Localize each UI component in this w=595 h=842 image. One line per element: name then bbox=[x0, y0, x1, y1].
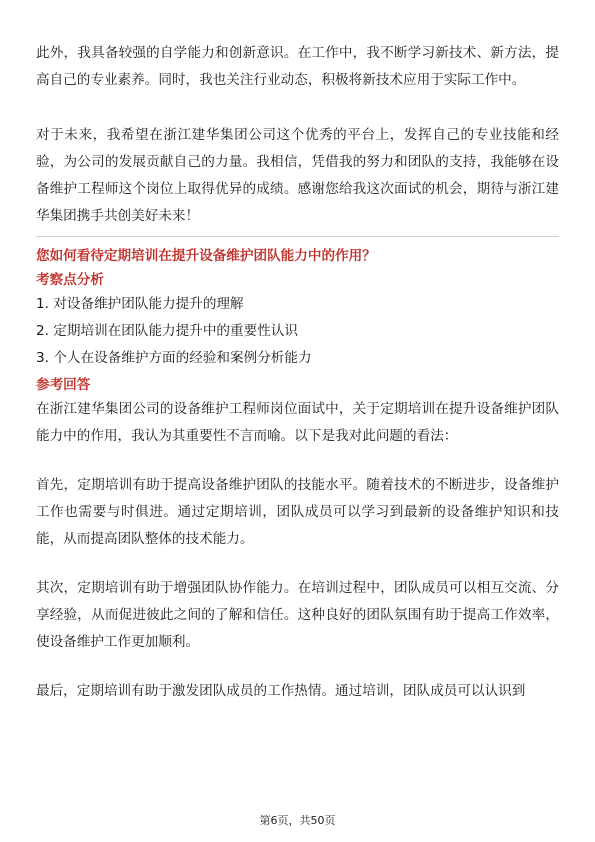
answer-paragraph-2: 首先，定期培训有助于提高设备维护团队的技能水平。随着技术的不断进步，设备维护工作也需要与时俱进。通过定期培训，团队成员可以学习到最新的设备维护知识和技能，从而提高团队整体的技术能力。 bbox=[36, 477, 559, 547]
analysis-item: 2. 定期培训在团队能力提升中的重要性认识 bbox=[36, 323, 298, 339]
intro-paragraph-1: 此外，我具备较强的自学能力和创新意识。在工作中，我不断学习新技术、新方法，提高自己的专业素养。同时，我也关注行业动态，积极将新技术应用于实际工作中。 bbox=[36, 45, 559, 88]
document-page bbox=[36, 40, 559, 705]
answer-title: 参考回答 bbox=[36, 377, 91, 393]
analysis-title: 考察点分析 bbox=[36, 272, 104, 288]
section-divider bbox=[36, 236, 559, 237]
analysis-list bbox=[36, 291, 559, 372]
intro-paragraph-2: 对于未来，我希望在浙江建华集团公司这个优秀的平台上，发挥自己的专业技能和经验，为公司的发展贡献自己的力量。我相信，凭借我的努力和团队的支持，我能够在设备维护工程师这个岗位上取得优异的成绩。感谢您给我这次面试的机会，期待与浙江建华集团携手共创美好未来！ bbox=[36, 127, 559, 224]
answer-paragraph-1: 在浙江建华集团公司的设备维护工程师岗位面试中，关于定期培训在提升设备维护团队能力中的作用，我认为其重要性不言而喻。以下是我对此问题的看法： bbox=[36, 401, 559, 444]
answer-paragraph-3: 其次，定期培训有助于增强团队协作能力。在培训过程中，团队成员可以相互交流、分享经验，从而促进彼此之间的了解和信任。这种良好的团队氛围有助于提高工作效率，使设备维护工作更加顺利。 bbox=[36, 580, 559, 650]
answer-paragraph-4: 最后，定期培训有助于激发团队成员的工作热情。通过培训，团队成员可以认识到 bbox=[36, 683, 526, 699]
question-heading: 您如何看待定期培训在提升设备维护团队能力中的作用？ bbox=[36, 248, 376, 264]
analysis-item: 1. 对设备维护团队能力提升的理解 bbox=[36, 296, 244, 312]
analysis-item: 3. 个人在设备维护方面的经验和案例分析能力 bbox=[36, 350, 312, 366]
page-footer: 第6页，共50页 bbox=[259, 814, 336, 827]
